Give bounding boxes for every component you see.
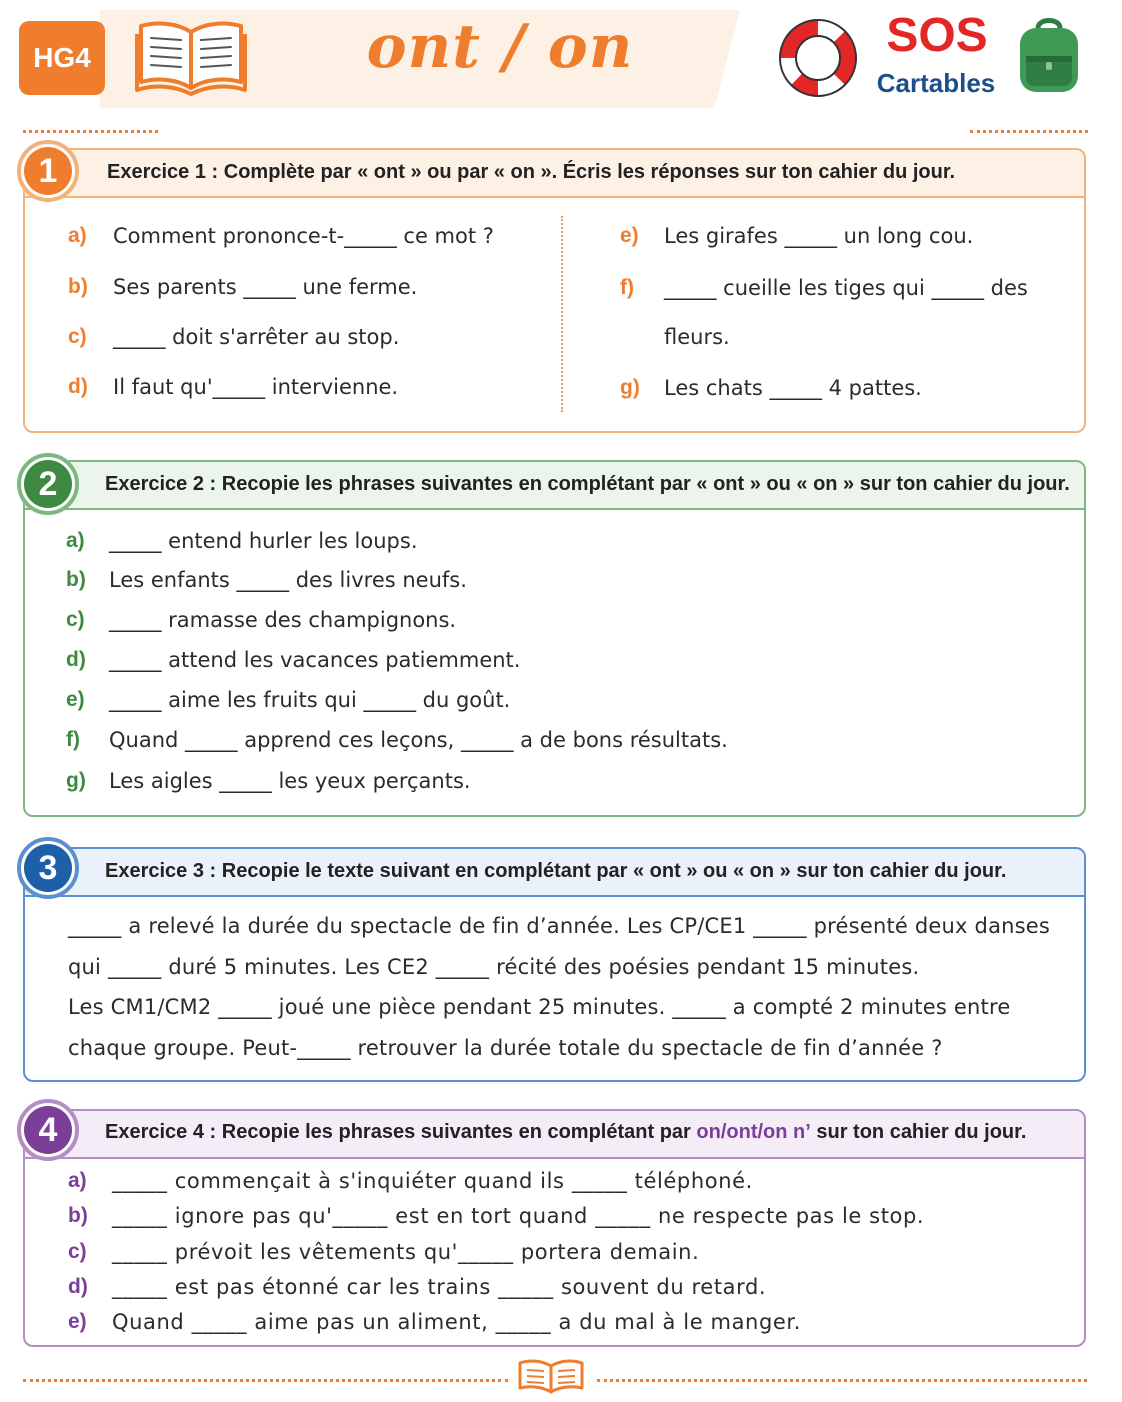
item-label: e) <box>66 688 85 711</box>
open-book-icon <box>135 14 247 100</box>
item-label: d) <box>66 648 86 671</box>
exercise-3-line-1: _____ a relevé la durée du spectacle de fin d’année. Les CP/CE1 _____ présenté deux danses <box>68 914 1051 938</box>
item-label: c) <box>66 608 85 631</box>
exercise-1-number: 1 <box>17 140 79 202</box>
exercise-2-item-a: _____ entend hurler les loups. <box>109 529 418 553</box>
item-label: b) <box>68 1204 88 1227</box>
exercise-1-item-e: Les girafes _____ un long cou. <box>664 224 974 248</box>
exercise-2-item-c: _____ ramasse des champignons. <box>109 608 457 632</box>
exercise-4-item-e: Quand _____ aime pas un aliment, _____ a du mal à le manger. <box>112 1310 801 1334</box>
exercise-2-item-e: _____ aime les fruits qui _____ du goût. <box>109 688 511 712</box>
footer-book-icon <box>515 1358 587 1400</box>
exercise-4-item-a: _____ commençait à s'inquiéter quand ils _____ téléphoné. <box>112 1169 753 1193</box>
exercise-3-line-3: Les CM1/CM2 _____ joué une pièce pendant 25 minutes. _____ a compté 2 minutes entre <box>68 995 1011 1019</box>
exercise-4-item-b: _____ ignore pas qu'_____ est en tort quand _____ ne respecte pas le stop. <box>112 1204 925 1228</box>
item-label: e) <box>68 1310 87 1333</box>
item-label: b) <box>66 568 86 591</box>
item-label: d) <box>68 375 88 398</box>
item-label: a) <box>68 1169 87 1192</box>
item-label: e) <box>620 224 639 247</box>
item-label: g) <box>66 769 86 792</box>
exercise-1-item-g: Les chats _____ 4 pattes. <box>664 376 922 400</box>
exercise-1-item-a: Comment prononce-t-_____ ce mot ? <box>113 224 494 248</box>
exercise-3-line-2: qui _____ duré 5 minutes. Les CE2 _____ récité des poésies pendant 15 minutes. <box>68 955 920 979</box>
footer-divider-right <box>597 1379 1087 1382</box>
exercise-2-item-b: Les enfants _____ des livres neufs. <box>109 568 467 592</box>
exercise-3-line-4: chaque groupe. Peut-_____ retrouver la durée totale du spectacle de fin d’année ? <box>68 1036 943 1060</box>
header-divider-right <box>970 130 1088 133</box>
exercise-2-item-g: Les aigles _____ les yeux perçants. <box>109 769 471 793</box>
item-label: d) <box>68 1275 88 1298</box>
item-label: f) <box>620 276 634 299</box>
exercise-2-item-d: _____ attend les vacances patiemment. <box>109 648 521 672</box>
item-label: b) <box>68 275 88 298</box>
backpack-icon <box>1016 16 1082 100</box>
item-label: f) <box>66 728 80 751</box>
brand-sos: SOS <box>886 9 988 62</box>
exercise-1-item-b: Ses parents _____ une ferme. <box>113 275 418 299</box>
exercise-3-number: 3 <box>17 837 79 899</box>
exercise-2 <box>23 460 1086 817</box>
item-label: g) <box>620 376 640 399</box>
exercise-4-number: 4 <box>17 1099 79 1161</box>
exercise-1-title: Exercice 1 : Complète par « ont » ou par « on ». Écris les réponses sur ton cahier du jour. <box>107 161 956 183</box>
column-divider <box>561 216 563 412</box>
brand-cartables: Cartables <box>876 68 996 98</box>
item-label: a) <box>68 224 87 247</box>
exercise-4-item-d: _____ est pas étonné car les trains _____ souvent du retard. <box>112 1275 767 1299</box>
exercise-1-item-d: Il faut qu'_____ intervienne. <box>113 375 399 399</box>
exercise-2-title: Exercice 2 : Recopie les phrases suivantes en complétant par « ont » ou « on » sur ton cahier du jour. <box>105 473 1070 495</box>
lifebuoy-icon <box>778 18 858 102</box>
page-title: ont / on <box>366 12 634 82</box>
exercise-4-item-c: _____ prévoit les vêtements qu'_____ portera demain. <box>112 1240 700 1264</box>
level-badge: HG4 <box>19 21 105 95</box>
exercise-1-item-c: _____ doit s'arrêter au stop. <box>113 325 400 349</box>
exercise-2-number: 2 <box>17 453 79 515</box>
exercise-1-item-f-continued: fleurs. <box>664 325 730 349</box>
item-label: c) <box>68 1240 87 1263</box>
item-label: a) <box>66 529 85 552</box>
exercise-4-title: Exercice 4 : Recopie les phrases suivantes en complétant par on/ont/on n’ sur ton cahier du jour. <box>105 1121 1027 1143</box>
exercise-2-item-f: Quand _____ apprend ces leçons, _____ a de bons résultats. <box>109 728 728 752</box>
exercise-1-item-f: _____ cueille les tiges qui _____ des <box>664 276 1028 300</box>
exercise-3-title: Exercice 3 : Recopie le texte suivant en complétant par « ont » ou « on » sur ton cahier du jour. <box>105 860 1007 882</box>
footer-divider-left <box>23 1379 508 1382</box>
header-divider-left <box>23 130 158 133</box>
item-label: c) <box>68 325 87 348</box>
